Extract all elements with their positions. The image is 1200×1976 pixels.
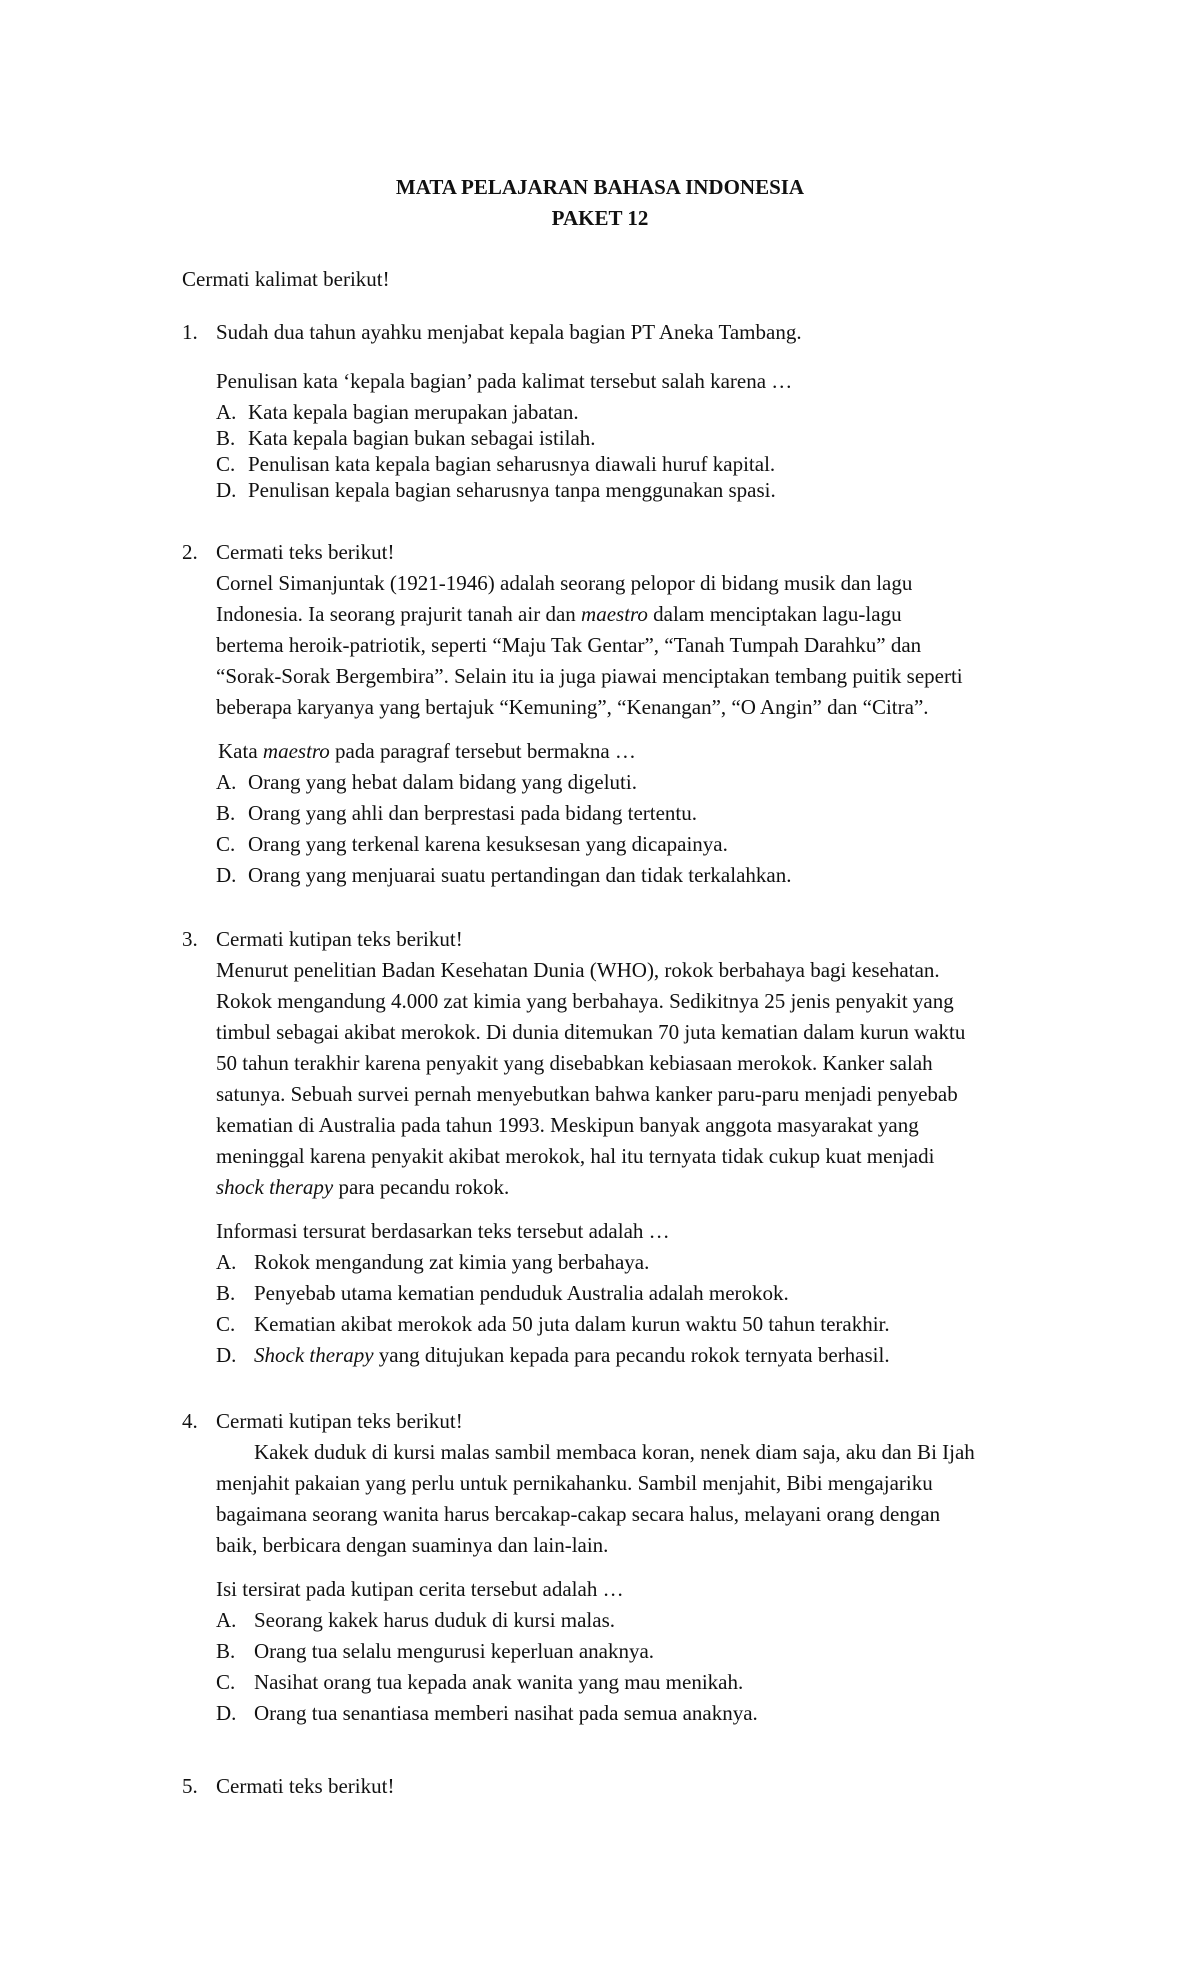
document-title: MATA PELAJARAN BAHASA INDONESIA	[395, 175, 805, 199]
q2-passage-line: “Sorak-Sorak Bergembira”. Selain itu ia juga piawai menciptakan tembang puitik seperti	[216, 664, 963, 688]
q1-option-b: B. Kata kepala bagian bukan sebagai istilah.	[216, 426, 596, 450]
q1-option-c: C. Penulisan kata kepala bagian seharusnya diawali huruf kapital.	[216, 452, 776, 476]
question-1	[216, 317, 1046, 501]
q2-number: 2.	[182, 540, 198, 564]
q1-option-a: A. Kata kepala bagian merupakan jabatan.	[216, 400, 579, 424]
q3-passage-line: Menurut penelitian Badan Kesehatan Dunia (WHO), rokok berbahaya bagi kesehatan.	[216, 958, 940, 982]
q4-passage-line: menjahit pakaian yang perlu untuk pernikahanku. Sambil menjahit, Bibi mengajariku	[216, 1471, 933, 1495]
q4-option-c: C. Nasihat orang tua kepada anak wanita yang mau menikah.	[216, 1670, 744, 1694]
q3-passage-line: timbul sebagai akibat merokok. Di dunia ditemukan 70 juta kematian dalam kurun waktu	[216, 1020, 966, 1044]
q1-question: Penulisan kata ‘kepala bagian’ pada kalimat tersebut salah karena …	[216, 369, 793, 393]
q2-passage-line: beberapa karyanya yang bertajuk “Kemuning”, “Kenangan”, “O Angin” dan “Citra”.	[216, 695, 929, 719]
q3-passage-line: kematian di Australia pada tahun 1993. Meskipun banyak anggota masyarakat yang	[216, 1113, 919, 1137]
q1-sentence: Sudah dua tahun ayahku menjabat kepala bagian PT Aneka Tambang.	[216, 320, 802, 344]
q1-number: 1.	[182, 320, 198, 344]
q3-passage-line: satunya. Sebuah survei pernah menyebutkan bahwa kanker paru-paru menjadi penyebab	[216, 1082, 958, 1106]
q4-option-d: D. Orang tua senantiasa memberi nasihat pada semua anaknya.	[216, 1701, 758, 1725]
q3-option-b: B. Penyebab utama kematian penduduk Australia adalah merokok.	[216, 1281, 789, 1305]
q3-option-a: A. Rokok mengandung zat kimia yang berbahaya.	[216, 1250, 650, 1274]
document-subtitle: PAKET 12	[551, 206, 649, 230]
q4-option-b: B. Orang tua selalu mengurusi keperluan anaknya.	[216, 1639, 655, 1663]
q4-prompt: Cermati kutipan teks berikut!	[216, 1409, 463, 1433]
question-3	[216, 924, 1046, 1371]
question-5	[216, 1771, 1046, 1802]
q3-option-c: C. Kematian akibat merokok ada 50 juta dalam kurun waktu 50 tahun terakhir.	[216, 1312, 890, 1336]
q4-option-a: A. Seorang kakek harus duduk di kursi malas.	[216, 1608, 616, 1632]
q2-option-d: D. Orang yang menjuarai suatu pertandingan dan tidak terkalahkan.	[216, 863, 792, 887]
q2-option-b: B. Orang yang ahli dan berprestasi pada bidang tertentu.	[216, 801, 698, 825]
q3-passage-line: shock therapy para pecandu rokok.	[216, 1175, 510, 1199]
q2-passage-line: Cornel Simanjuntak (1921-1946) adalah seorang pelopor di bidang musik dan lagu	[216, 571, 913, 595]
q3-option-d: D. Shock therapy yang ditujukan kepada para pecandu rokok ternyata berhasil.	[216, 1343, 890, 1367]
q5-number: 5.	[182, 1774, 198, 1798]
q4-passage-line: Kakek duduk di kursi malas sambil membaca koran, nenek diam saja, aku dan Bi Ijah	[254, 1440, 975, 1464]
q4-number: 4.	[182, 1409, 198, 1433]
q1-option-d: D. Penulisan kepala bagian seharusnya tanpa menggunakan spasi.	[216, 478, 776, 502]
intro-instruction: Cermati kalimat berikut!	[182, 267, 390, 291]
question-4	[216, 1406, 1046, 1729]
q3-prompt: Cermati kutipan teks berikut!	[216, 927, 463, 951]
q4-question: Isi tersirat pada kutipan cerita tersebut adalah …	[216, 1577, 624, 1601]
q4-passage-line: bagaimana seorang wanita harus bercakap-cakap secara halus, melayani orang dengan	[216, 1502, 941, 1526]
q3-question: Informasi tersurat berdasarkan teks tersebut adalah …	[216, 1219, 670, 1243]
q2-passage-line: Indonesia. Ia seorang prajurit tanah air dan maestro dalam menciptakan lagu-lagu	[216, 602, 902, 626]
q5-prompt: Cermati teks berikut!	[216, 1774, 395, 1798]
q2-option-c: C. Orang yang terkenal karena kesuksesan yang dicapainya.	[216, 832, 728, 856]
q3-passage-line: meninggal karena penyakit akibat merokok, hal itu ternyata tidak cukup kuat menjadi	[216, 1144, 935, 1168]
q3-passage-line: Rokok mengandung 4.000 zat kimia yang berbahaya. Sedikitnya 25 jenis penyakit yang	[216, 989, 954, 1013]
q2-prompt: Cermati teks berikut!	[216, 540, 395, 564]
q4-passage-line: baik, berbicara dengan suaminya dan lain-lain.	[216, 1533, 609, 1557]
q2-passage-line: bertema heroik-patriotik, seperti “Maju Tak Gentar”, “Tanah Tumpah Darahku” dan	[216, 633, 922, 657]
question-2	[216, 537, 1046, 891]
q2-question: Kata maestro pada paragraf tersebut bermakna …	[218, 739, 636, 763]
q2-option-a: A. Orang yang hebat dalam bidang yang digeluti.	[216, 770, 637, 794]
q3-passage-line: 50 tahun terakhir karena penyakit yang disebabkan kebiasaan merokok. Kanker salah	[216, 1051, 933, 1075]
q3-number: 3.	[182, 927, 198, 951]
